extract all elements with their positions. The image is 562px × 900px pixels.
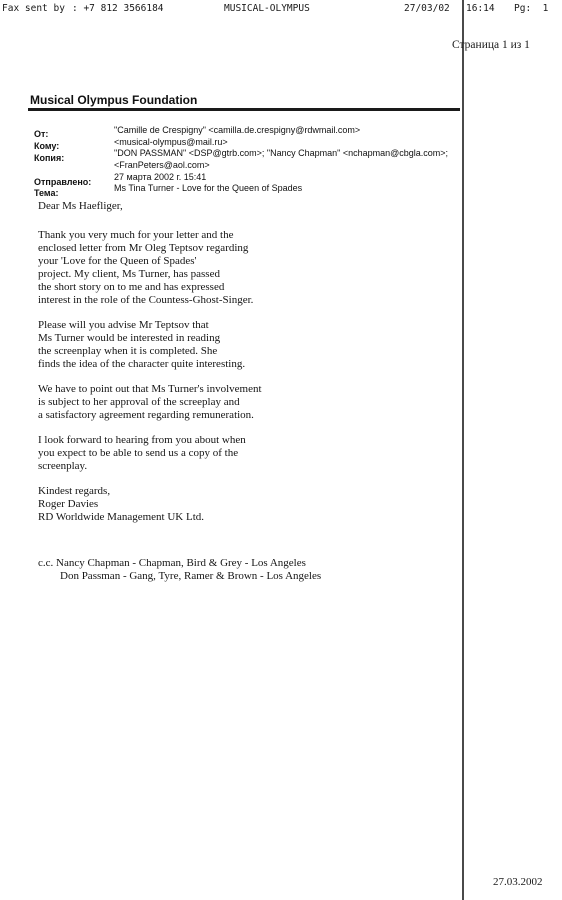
paragraph-4-line: you expect to be able to send us a copy of the — [38, 447, 239, 459]
from-value: "Camille de Crespigny" <camilla.de.crespigny@rdwmail.com> — [114, 125, 361, 135]
to-label: Кому: — [34, 141, 60, 151]
paragraph-2-line: the screenplay when it is completed. She — [38, 345, 218, 357]
title-divider — [28, 108, 460, 111]
paragraph-1-line: interest in the role of the Countess-Ghost-Singer. — [38, 294, 254, 306]
paragraph-1-line: enclosed letter from Mr Oleg Teptsov regarding — [38, 242, 249, 254]
paragraph-4-line: screenplay. — [38, 460, 88, 472]
fax-date: 27/03/02 — [404, 3, 450, 14]
cc-value-continued: <FranPeters@aol.com> — [114, 160, 210, 170]
cc-entry: c.c. Nancy Chapman - Chapman, Bird & Grey - Los Angeles — [38, 557, 306, 569]
from-label: От: — [34, 129, 49, 139]
page-marker: Страница 1 из 1 — [452, 39, 530, 51]
subject-label: Тема: — [34, 188, 59, 198]
cc-list — [38, 557, 321, 583]
greeting: Dear Ms Haefliger, — [38, 200, 123, 212]
to-value: <musical-olympus@mail.ru> — [114, 137, 228, 147]
fax-time: 16:14 — [466, 3, 495, 14]
sent-value: 27 марта 2002 г. 15:41 — [114, 172, 207, 182]
paragraph-2-line: finds the idea of the character quite interesting. — [38, 358, 246, 370]
subject-value: Ms Tina Turner - Love for the Queen of Spades — [114, 183, 303, 193]
letter-body — [38, 200, 458, 524]
paragraph-2-line: Ms Turner would be interested in reading — [38, 332, 221, 344]
paragraph-4-line: I look forward to hearing from you about when — [38, 434, 246, 446]
paragraph-1-line: the short story on to me and has expressed — [38, 281, 225, 293]
signatory-name: Roger Davies — [38, 498, 99, 510]
fax-sent-by-label: Fax sent by — [2, 3, 65, 14]
paragraph-3-line: is subject to her approval of the screeplay and — [38, 396, 240, 408]
cc-entry: Don Passman - Gang, Tyre, Ramer & Brown - Los Angeles — [60, 570, 322, 582]
fax-page-number: Pg: 1 — [514, 3, 549, 14]
paragraph-3-line: a satisfactory agreement regarding remuneration. — [38, 409, 254, 421]
sent-label: Отправлено: — [34, 177, 92, 187]
paragraph-1-line: project. My client, Ms Turner, has passed — [38, 268, 220, 280]
fax-sender-number: : +7 812 3566184 — [72, 3, 164, 14]
fax-transmission-header — [0, 2, 562, 16]
signatory-company: RD Worldwide Management UK Ltd. — [38, 511, 205, 523]
cc-value: "DON PASSMAN" <DSP@gtrb.com>; "Nancy Chapman" <nchapman@cbgla.com>; — [114, 148, 449, 158]
footer-date: 27.03.2002 — [493, 876, 543, 888]
cc-label: Копия: — [34, 153, 65, 163]
organization-title: Musical Olympus Foundation — [30, 93, 198, 107]
paragraph-1-line: your 'Love for the Queen of Spades' — [38, 255, 197, 267]
paragraph-1-line: Thank you very much for your letter and the — [38, 229, 234, 241]
paragraph-2-line: Please will you advise Mr Teptsov that — [38, 319, 209, 331]
fax-vertical-artifact-line — [462, 0, 464, 900]
closing-salutation: Kindest regards, — [38, 485, 111, 497]
paragraph-3-line: We have to point out that Ms Turner's involvement — [38, 383, 262, 395]
fax-sender-name: MUSICAL-OLYMPUS — [224, 3, 310, 14]
